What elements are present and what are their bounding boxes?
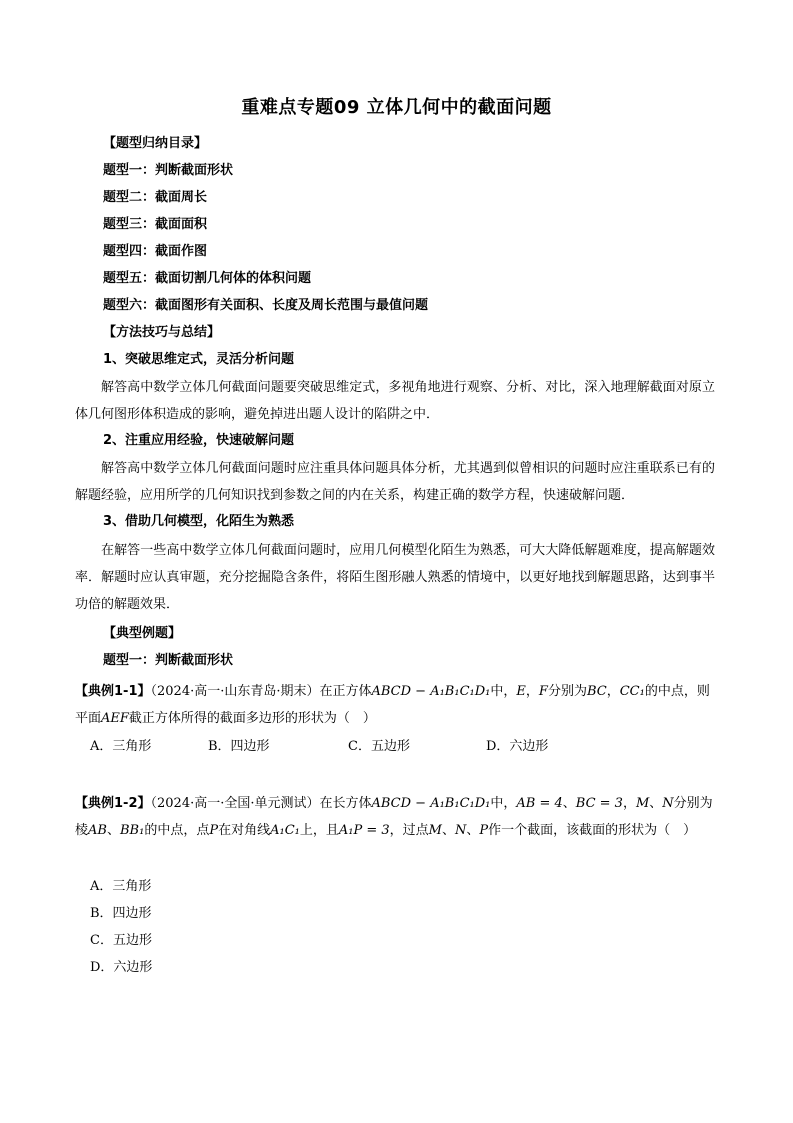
example-label: 【典例1-2】 [75,796,151,811]
catalog-item: 题型六：截面图形有关面积、长度及周长范围与最值问题 [103,298,429,313]
option-a: A．三角形 [90,879,152,894]
catalog-item: 题型二：截面周长 [103,190,208,205]
method-point-title: 3、借助几何模型，化陌生为熟悉 [103,514,295,529]
math-expr: BC [586,684,607,699]
math-expr: AEF [101,711,129,726]
catalog-item: 题型三：截面面积 [103,217,208,232]
option-c: C．五边形 [348,739,410,754]
problem-text: 分别为 [547,684,587,699]
problem-text: 中， [490,684,517,699]
type-heading: 题型一：判断截面形状 [103,653,234,668]
methods-heading: 【方法技巧与总结】 [103,325,221,340]
math-expr: N [455,823,467,838]
problem-text: 在对角线 [218,823,271,838]
problem-text: 在长方体 [319,796,372,811]
math-expr: AB = 4 [516,796,563,811]
method-point-body: 解答高中数学立体几何截面问题时应注重具体问题具体分析，尤其遇到似曾相识的问题时应注重联系已有的解题经验，应用所学的几何知识找到参数之间的内在关系，构建正确的数学方程，快速破解问题． [75,461,715,503]
catalog-item: 题型五：截面切割几何体的体积问题 [103,271,312,286]
example-1-1 [75,678,720,732]
option-d: D．六边形 [486,739,549,754]
option-c: C．五边形 [90,933,152,948]
math-expr: A₁C₁ [270,823,300,838]
page-title: 重难点专题09 立体几何中的截面问题 [241,97,552,118]
problem-text: 、 [106,823,120,838]
problem-text: ， [525,684,539,699]
math-expr: E [516,684,526,699]
method-point-title: 2、注重应用经验，快速破解问题 [103,433,295,448]
problem-text: 上，且 [299,823,339,838]
math-expr: AB [88,823,107,838]
problem-text: ， [606,684,620,699]
math-expr: F [538,684,548,699]
problem-text: 中， [490,796,517,811]
method-point-body: 在解答一些高中数学立体几何截面问题时，应用几何模型化陌生为熟悉，可大大降低解题难度，提高解题效率．解题时应认真审题，充分挖掘隐含条件，将陌生图形融人熟悉的情境中，以更好地找到解题思路，达到事半功倍的解题效果． [75,543,715,612]
catalog-heading: 【题型归纳目录】 [103,136,208,151]
example-label: 【典例1-1】 [75,684,151,699]
catalog-item: 题型一：判断截面形状 [103,163,234,178]
problem-text: 、 [649,796,663,811]
math-expr: P [209,823,219,838]
example-source: （2024·高一·全国·单元测试） [150,796,320,811]
problem-text: 的中点，点 [144,823,210,838]
math-expr: BB₁ [119,823,145,838]
problem-text: 、 [562,796,576,811]
method-point-body: 解答高中数学立体几何截面问题要突破思维定式，多视角地进行观察、分析、对比，深入地理解截面对原立体几何图形体积造成的影响，避免掉进出题人设计的陷阱之中． [75,380,715,422]
problem-text: 作一个截面，该截面的形状为（ ） [488,823,697,838]
problem-text: 截正方体所得的截面多边形的形状为（ ） [128,711,376,726]
math-expr: BC = 3 [575,796,623,811]
option-b: B．四边形 [208,739,270,754]
math-expr: CC₁ [619,684,645,699]
problem-text: ， [622,796,636,811]
math-expr: N [662,796,674,811]
option-d: D．六边形 [90,960,153,975]
math-expr: M [428,823,442,838]
catalog-item: 题型四：截面作图 [103,244,208,259]
problem-text: 分别为棱 [75,796,713,838]
examples-heading: 【典型例题】 [103,626,182,641]
problem-text: 、 [441,823,455,838]
problem-text: 在正方体 [319,684,372,699]
example-1-2 [75,790,720,844]
math-expr: ABCD − A₁B₁C₁D₁ [371,796,491,811]
problem-text: 的中点，则平面 [75,684,710,726]
option-a: A．三角形 [90,739,152,754]
method-point-title: 1、突破思维定式，灵活分析问题 [103,352,295,367]
problem-text: 、 [466,823,480,838]
math-expr: P [479,823,489,838]
option-b: B．四边形 [90,906,152,921]
math-expr: A₁P = 3 [338,823,390,838]
math-expr: ABCD − A₁B₁C₁D₁ [371,684,491,699]
problem-text: ，过点 [389,823,429,838]
math-expr: M [635,796,650,811]
example-source: （2024·高一·山东青岛·期末） [150,684,320,699]
